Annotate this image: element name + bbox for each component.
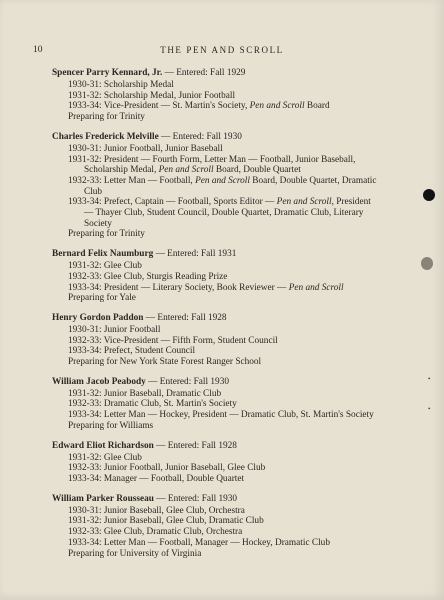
- school-year: 1931-32:: [68, 261, 104, 272]
- activity-text: Junior Baseball, Glee Club, Orchestra: [103, 505, 245, 516]
- preparing-for: Preparing for Trinity: [68, 112, 145, 123]
- school-year: 1932-33:: [68, 463, 104, 474]
- activity-line: [52, 399, 382, 410]
- activity-text: Scholarship Medal: [103, 80, 174, 90]
- activity-text: Board, Double Quartet: [213, 165, 301, 176]
- school-year: 1933-34:: [68, 197, 104, 208]
- student-name: Bernard Felix Naumburg: [52, 249, 154, 260]
- activity-line: [52, 261, 382, 272]
- school-year: 1931-32:: [68, 154, 104, 165]
- student-entry: [52, 441, 382, 485]
- publication-title: Pen and Scroll: [158, 165, 214, 176]
- school-year: 1933-34:: [68, 282, 104, 293]
- activity-text: Prefect, Captain — Football, Sports Editor —: [103, 197, 277, 208]
- activity-text: Junior Football: [103, 324, 161, 335]
- entered-date: — Entered: Fall 1928: [156, 440, 237, 451]
- entry-header: [52, 132, 382, 143]
- publication-title: Pen and Scroll,: [276, 197, 334, 208]
- page-number: 10: [33, 45, 43, 55]
- school-year: 1932-33:: [68, 271, 104, 282]
- activity-text: Letter Man — Football,: [103, 175, 196, 186]
- activity-text: Glee Club, Sturgis Reading Prize: [103, 271, 228, 282]
- activity-text: Glee Club: [103, 452, 142, 463]
- activity-line: [52, 272, 382, 283]
- publication-title: Pen and Scroll: [249, 101, 305, 112]
- activity-line: [52, 389, 382, 400]
- page-mark: •: [428, 375, 431, 383]
- entry-header: [52, 249, 382, 260]
- activity-text: Letter Man — Hockey, President — Dramatic Club, St. Martin's Society: [103, 410, 374, 421]
- activity-text: Junior Baseball, Dramatic Club: [103, 388, 222, 399]
- entered-date: — Entered: Fall 1930: [156, 493, 238, 504]
- activity-text: Vice-President — St. Martin's Society,: [103, 101, 250, 112]
- activity-text: President — Thayer Club, Student Council, Double Quartet, Dramatic Club, Literary Society: [84, 197, 371, 229]
- activity-text: Vice-President — Fifth Form, Student Council: [103, 335, 278, 346]
- student-name: Henry Gordon Paddon: [52, 312, 144, 323]
- entered-date: — Entered: Fall 1929: [164, 68, 246, 78]
- activity-text: Board: [304, 101, 330, 112]
- entry-header: [52, 494, 382, 505]
- activity-line: [52, 463, 382, 474]
- activity-line: [52, 474, 382, 485]
- school-year: 1933-34:: [68, 101, 104, 112]
- student-entry: [52, 313, 382, 368]
- school-year: 1932-33:: [68, 527, 104, 538]
- student-entry: [52, 377, 382, 432]
- activity-text: Glee Club, Dramatic Club, Orchestra: [103, 527, 243, 538]
- activity-line: [52, 91, 382, 102]
- school-year: 1933-34:: [68, 410, 104, 421]
- activity-line: [52, 516, 382, 527]
- entry-header: [52, 441, 382, 452]
- page-mark: •: [428, 405, 431, 413]
- activity-line: [52, 283, 382, 294]
- activity-text: Junior Football, Junior Baseball, Glee Club: [103, 463, 266, 474]
- activity-text: Board, Double Quartet, Dramatic Club: [84, 175, 377, 197]
- student-entry: [52, 68, 382, 123]
- running-head: THE PEN AND SCROLL: [160, 45, 284, 55]
- activity-text: Letter Man — Football, Manager — Hockey, Dramatic Club: [103, 537, 330, 548]
- publication-title: Pen and Scroll: [195, 175, 250, 186]
- punch-hole: [423, 189, 435, 201]
- entry-header: [52, 313, 382, 324]
- school-year: 1930-31:: [68, 505, 104, 516]
- school-year: 1932-33:: [68, 399, 104, 410]
- activity-text: President — Fourth Form, Letter Man — Football, Junior Baseball, Scholarship Medal,: [84, 154, 356, 176]
- student-name: William Jacob Peabody: [52, 376, 146, 387]
- entered-date: — Entered: Fall 1930: [161, 131, 242, 142]
- activity-line: [52, 197, 382, 229]
- activity-text: Glee Club: [103, 261, 142, 272]
- punch-hole: [421, 257, 433, 270]
- school-year: 1931-32:: [68, 90, 104, 101]
- activity-text: Manager — Football, Double Quartet: [103, 473, 245, 484]
- preparing-for: Preparing for University of Virginia: [68, 548, 202, 559]
- activity-text: Prefect, Student Council: [103, 346, 196, 357]
- school-year: 1932-33:: [68, 335, 104, 346]
- school-year: 1933-34:: [68, 346, 104, 357]
- entry-header: [52, 68, 382, 79]
- preparing-for: Preparing for Williams: [68, 420, 154, 431]
- preparing-for: Preparing for Trinity: [68, 229, 145, 240]
- activity-line: [52, 506, 382, 517]
- school-year: 1931-32:: [68, 516, 104, 527]
- activity-line: [52, 346, 382, 357]
- activity-line: [52, 453, 382, 464]
- activity-text: Scholarship Medal, Junior Football: [103, 90, 236, 101]
- activity-text: Junior Baseball, Glee Club, Dramatic Club: [103, 516, 264, 527]
- activity-line: [52, 336, 382, 347]
- preparing-for: Preparing for Yale: [68, 293, 136, 304]
- entered-date: — Entered: Fall 1930: [148, 376, 229, 387]
- school-year: 1931-32:: [68, 388, 104, 399]
- activity-line: [52, 144, 382, 155]
- student-entry: [52, 132, 382, 240]
- school-year: 1931-32:: [68, 452, 104, 463]
- preparing-for: Preparing for New York State Forest Ranger School: [68, 357, 262, 368]
- student-entry: [52, 249, 382, 304]
- school-year: 1930-31:: [68, 143, 104, 154]
- activity-text: Junior Football, Junior Baseball: [103, 143, 223, 154]
- activity-text: Dramatic Club, St. Martin's Society: [103, 399, 237, 410]
- student-name: Charles Frederick Melville: [52, 131, 159, 142]
- student-list: [52, 68, 382, 568]
- school-year: 1932-33:: [68, 175, 104, 186]
- school-year: 1930-31:: [68, 324, 104, 335]
- activity-line: [52, 410, 382, 421]
- entered-date: — Entered: Fall 1931: [155, 249, 237, 260]
- activity-line: [52, 325, 382, 336]
- student-name: Spencer Parry Kennard, Jr.: [52, 68, 163, 78]
- student-name: Edward Eliot Richardson: [52, 440, 154, 451]
- activity-line: [52, 101, 382, 112]
- school-year: 1930-31:: [68, 80, 104, 90]
- activity-line: [52, 155, 382, 176]
- activity-text: President — Literary Society, Book Reviewer —: [103, 282, 289, 293]
- entry-header: [52, 377, 382, 388]
- student-name: William Parker Rousseau: [52, 493, 154, 504]
- entered-date: — Entered: Fall 1928: [145, 312, 227, 323]
- student-entry: [52, 494, 382, 560]
- activity-line: [52, 527, 382, 538]
- school-year: 1933-34:: [68, 473, 104, 484]
- activity-line: [52, 80, 382, 91]
- activity-line: [52, 538, 382, 549]
- activity-line: [52, 176, 382, 197]
- publication-title: Pen and Scroll: [288, 282, 344, 293]
- school-year: 1933-34:: [68, 537, 104, 548]
